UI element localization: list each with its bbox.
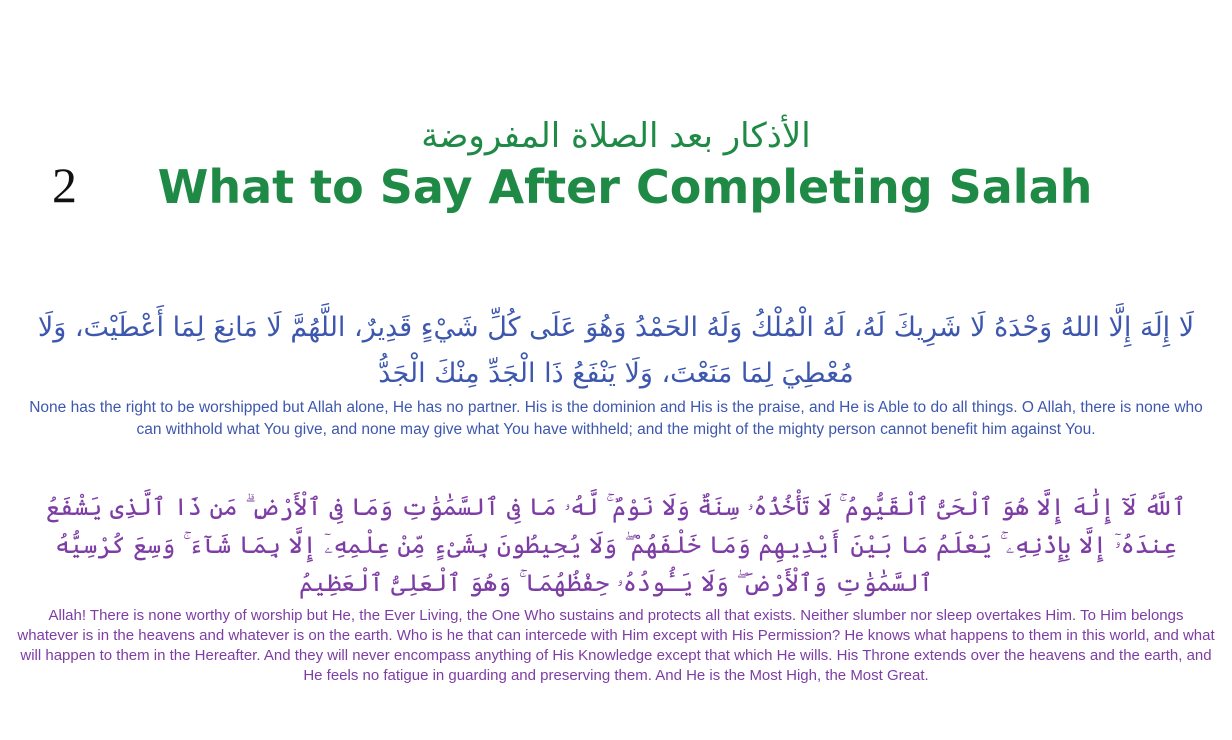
page-number: 2 [52, 157, 77, 213]
dhikr-2-translation: Allah! There is none worthy of worship but He, the Ever Living, the One Who sustains and protects all that exists. Neither slumber nor sleep overtakes Him. To Him belongs whatever is in the heavens and whatever is on the earth. Who is he that can intercede with Him except with His Permission? He knows what happens to them in this world, and what will happen to them in the Hereafter. And they will never encompass anything of His Knowledge except that which He wills. His Throne extends over the heavens and the earth, and He feels no fatigue in guarding and preserving them. And He is the Most High, the Most Great. [17, 607, 1215, 684]
page-title: What to Say After Completing Salah [157, 160, 1093, 214]
arabic-title: الأذكار بعد الصلاة المفروضة [421, 116, 811, 156]
dhikr-1-translation: None has the right to be worshipped but Allah alone, He has no partner. His is the dominion and His is the praise, and He is Able to do all things. O Allah, there is none who can withhold what You give, and none may give what You have withheld; and the might of the mighty person cannot benefit him against You. [29, 399, 1203, 438]
dhikr-2-arabic: ٱللَّهُ لَآ إِلَٰهَ إِلَّا هُوَ ٱلْحَىُّ ٱلْقَيُّومُ ۚ لَا تَأْخُذُهُۥ سِنَةٌ وَلَا نَوْمٌ ۚ لَّهُۥ مَا فِى ٱلسَّمَٰوَٰتِ وَمَا فِى ٱلْأَرْضِ ۗ مَن ذَا ٱلَّذِى يَشْفَعُ عِندَهُۥٓ إِلَّا بِإِذْنِهِۦ ۚ يَعْلَمُ مَا بَيْنَ أَيْدِيهِمْ وَمَا خَلْفَهُمْ ۖ وَلَا يُحِيطُونَ بِشَىْءٍ مِّنْ عِلْمِهِۦٓ إِلَّا بِمَا شَآءَ ۚ وَسِعَ كُرْسِيُّهُ ٱلسَّمَٰوَٰتِ وَٱلْأَرْضَ ۖ وَلَا يَـُٔودُهُۥ حِفْظُهُمَا ۚ وَهُوَ ٱلْعَلِىُّ ٱلْعَظِيمُ [45, 493, 1187, 597]
dhikr-1-arabic: لَا إِلَهَ إِلَّا اللهُ وَحْدَهُ لَا شَرِيكَ لَهُ، لَهُ الْمُلْكُ وَلَهُ الحَمْدُ وَهُوَ عَلَى كُلِّ شَيْءٍ قَدِيرٌ، اللَّهُمَّ لَا مَانِعَ لِمَا أَعْطَيْتَ، وَلَا مُعْطِيَ لِمَا مَنَعْتَ، وَلَا يَنْفَعُ ذَا الْجَدِّ مِنْكَ الْجَدُّ [37, 312, 1195, 389]
